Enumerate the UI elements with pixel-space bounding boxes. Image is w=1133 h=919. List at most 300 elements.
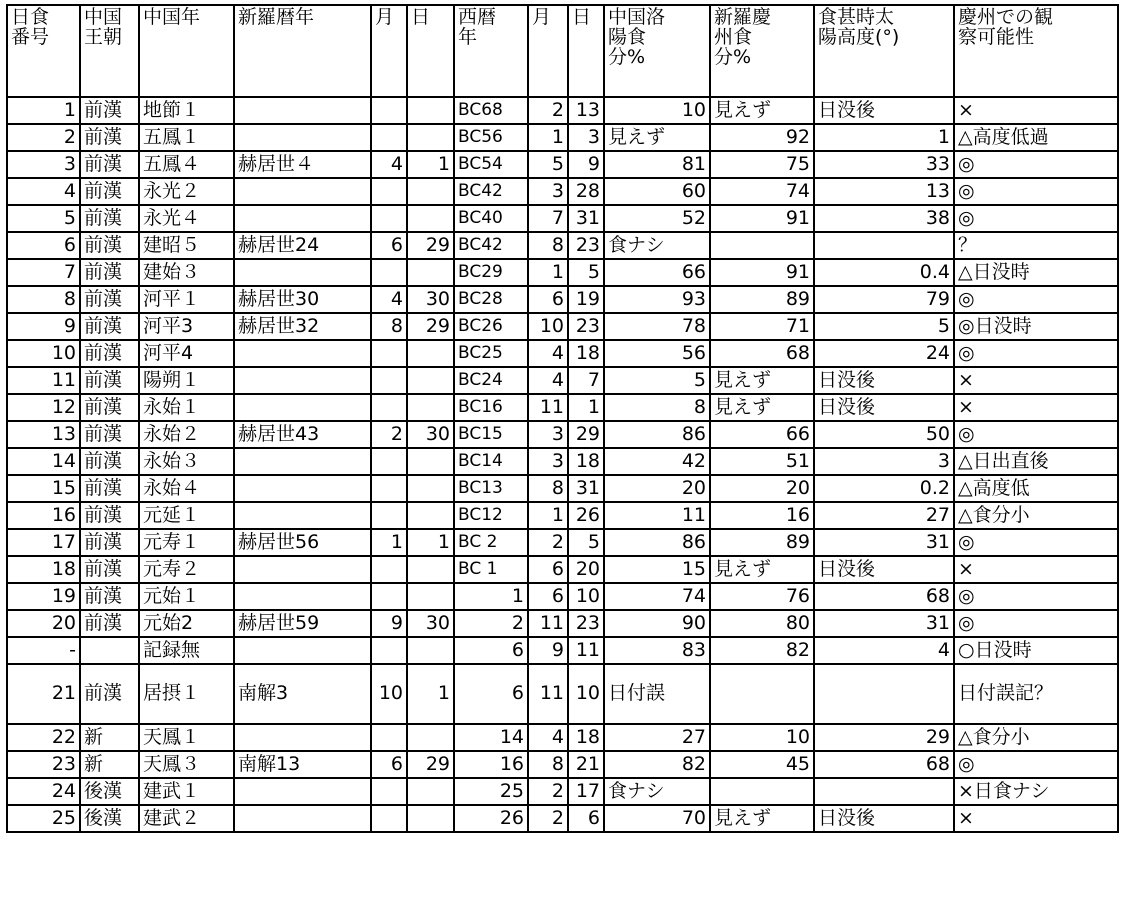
cell-observability: ◎ (954, 340, 1118, 367)
cell-luoyang-magnitude: 11 (604, 502, 710, 529)
table-row (7, 610, 1118, 637)
cell-month: 11 (528, 394, 568, 421)
cell-eclipse-no: 17 (7, 529, 80, 556)
cell-observability: ？ (954, 232, 1118, 259)
cell-sun-altitude (814, 232, 954, 259)
cell-day: 9 (568, 151, 604, 178)
table-row (7, 724, 1118, 751)
header-silla-month (371, 5, 407, 97)
cell-eclipse-no: 21 (7, 664, 80, 724)
cell-observability: ◎ (954, 610, 1118, 637)
cell-chinese-year: 河平4 (139, 340, 234, 367)
header-line: 新羅暦年 (238, 6, 315, 28)
cell-month: 3 (528, 448, 568, 475)
cell-silla-year: 南解13 (234, 751, 371, 778)
cell-silla-day (407, 367, 454, 394)
cell-silla-month (371, 805, 407, 832)
cell-luoyang-magnitude: 82 (604, 751, 710, 778)
cell-silla-year (234, 556, 371, 583)
cell-luoyang-magnitude: 食ナシ (604, 778, 710, 805)
cell-silla-day (407, 448, 454, 475)
cell-silla-day (407, 724, 454, 751)
cell-gyeongju-magnitude: 76 (710, 583, 814, 610)
cell-day: 21 (568, 751, 604, 778)
cell-month: 3 (528, 178, 568, 205)
cell-month: 5 (528, 151, 568, 178)
cell-dynasty: 前漢 (80, 448, 139, 475)
cell-silla-month (371, 367, 407, 394)
cell-dynasty: 前漢 (80, 124, 139, 151)
cell-eclipse-no: 18 (7, 556, 80, 583)
cell-sun-altitude: 日没後 (814, 556, 954, 583)
table-row (7, 664, 1118, 724)
cell-observability: ○日没時 (954, 637, 1118, 664)
cell-sun-altitude: 29 (814, 724, 954, 751)
cell-silla-month (371, 124, 407, 151)
cell-chinese-year: 建武２ (139, 805, 234, 832)
table-row (7, 475, 1118, 502)
cell-dynasty: 前漢 (80, 664, 139, 724)
cell-month: 2 (528, 529, 568, 556)
table-body (7, 97, 1118, 832)
cell-silla-month: 6 (371, 232, 407, 259)
cell-eclipse-no: 22 (7, 724, 80, 751)
cell-silla-month (371, 205, 407, 232)
cell-dynasty: 前漢 (80, 421, 139, 448)
cell-day: 31 (568, 205, 604, 232)
cell-silla-day (407, 583, 454, 610)
cell-gyeongju-magnitude: 20 (710, 475, 814, 502)
cell-silla-day (407, 394, 454, 421)
cell-luoyang-magnitude: 15 (604, 556, 710, 583)
cell-silla-year (234, 778, 371, 805)
cell-observability: ◎ (954, 205, 1118, 232)
cell-western-year: BC29 (454, 259, 528, 286)
cell-chinese-year: 元寿２ (139, 556, 234, 583)
cell-observability: △食分小 (954, 502, 1118, 529)
table-row (7, 448, 1118, 475)
cell-western-year: 6 (454, 637, 528, 664)
cell-sun-altitude: 68 (814, 583, 954, 610)
header-luoyang-magnitude (604, 5, 710, 97)
cell-silla-day (407, 178, 454, 205)
cell-dynasty: 前漢 (80, 610, 139, 637)
cell-chinese-year: 元寿１ (139, 529, 234, 556)
cell-dynasty: 前漢 (80, 286, 139, 313)
cell-day: 18 (568, 724, 604, 751)
cell-gyeongju-magnitude: 89 (710, 529, 814, 556)
cell-silla-day: 1 (407, 151, 454, 178)
cell-silla-year (234, 124, 371, 151)
cell-western-year: BC68 (454, 97, 528, 124)
cell-month: 2 (528, 97, 568, 124)
cell-western-year: BC28 (454, 286, 528, 313)
cell-day: 1 (568, 394, 604, 421)
cell-gyeongju-magnitude: 68 (710, 340, 814, 367)
cell-silla-year (234, 340, 371, 367)
cell-gyeongju-magnitude: 75 (710, 151, 814, 178)
header-line: 西暦 (458, 6, 497, 28)
cell-eclipse-no: 1 (7, 97, 80, 124)
cell-gyeongju-magnitude: 51 (710, 448, 814, 475)
table-row (7, 178, 1118, 205)
cell-silla-day: 30 (407, 421, 454, 448)
cell-western-year: BC54 (454, 151, 528, 178)
cell-western-year: 14 (454, 724, 528, 751)
cell-western-year: BC15 (454, 421, 528, 448)
cell-silla-year (234, 475, 371, 502)
cell-chinese-year: 五鳳４ (139, 151, 234, 178)
cell-month: 6 (528, 286, 568, 313)
header-line: 日食 (11, 6, 50, 28)
header-sun-altitude (814, 5, 954, 97)
cell-western-year: 2 (454, 610, 528, 637)
eclipse-table (6, 4, 1119, 833)
cell-month: 1 (528, 502, 568, 529)
cell-observability: ◎日没時 (954, 313, 1118, 340)
cell-chinese-year: 永始１ (139, 394, 234, 421)
cell-western-year: BC56 (454, 124, 528, 151)
cell-eclipse-no: 19 (7, 583, 80, 610)
cell-observability: △日出直後 (954, 448, 1118, 475)
cell-chinese-year: 建昭５ (139, 232, 234, 259)
cell-observability: ◎ (954, 151, 1118, 178)
table-row (7, 340, 1118, 367)
cell-luoyang-magnitude: 56 (604, 340, 710, 367)
cell-chinese-year: 居摂１ (139, 664, 234, 724)
cell-gyeongju-magnitude: 見えず (710, 367, 814, 394)
cell-western-year: 26 (454, 805, 528, 832)
cell-dynasty: 前漢 (80, 313, 139, 340)
cell-gyeongju-magnitude: 91 (710, 205, 814, 232)
cell-chinese-year: 元始１ (139, 583, 234, 610)
cell-gyeongju-magnitude: 92 (710, 124, 814, 151)
cell-month: 4 (528, 724, 568, 751)
cell-western-year: 1 (454, 583, 528, 610)
cell-western-year: BC42 (454, 178, 528, 205)
cell-luoyang-magnitude: 74 (604, 583, 710, 610)
header-line: 州食 (714, 25, 753, 48)
cell-silla-day: 30 (407, 610, 454, 637)
cell-day: 31 (568, 475, 604, 502)
cell-eclipse-no: 6 (7, 232, 80, 259)
cell-gyeongju-magnitude: 見えず (710, 805, 814, 832)
cell-silla-month (371, 448, 407, 475)
cell-silla-month (371, 340, 407, 367)
cell-sun-altitude: 79 (814, 286, 954, 313)
header-month (528, 5, 568, 97)
header-eclipse-no (7, 5, 80, 97)
cell-western-year: 16 (454, 751, 528, 778)
cell-observability: × (954, 556, 1118, 583)
cell-dynasty: 後漢 (80, 778, 139, 805)
cell-observability: ◎ (954, 286, 1118, 313)
cell-silla-month: 6 (371, 751, 407, 778)
cell-silla-day (407, 97, 454, 124)
cell-silla-year: 赫居世30 (234, 286, 371, 313)
cell-observability: △高度低 (954, 475, 1118, 502)
table-row (7, 751, 1118, 778)
cell-silla-year (234, 178, 371, 205)
header-chinese-year (139, 5, 234, 97)
cell-sun-altitude: 日没後 (814, 805, 954, 832)
cell-silla-day (407, 778, 454, 805)
cell-gyeongju-magnitude: 45 (710, 751, 814, 778)
cell-dynasty: 前漢 (80, 367, 139, 394)
cell-chinese-year: 元始2 (139, 610, 234, 637)
table-row (7, 124, 1118, 151)
cell-dynasty: 前漢 (80, 232, 139, 259)
cell-sun-altitude: 0.4 (814, 259, 954, 286)
cell-silla-day (407, 205, 454, 232)
cell-luoyang-magnitude: 86 (604, 529, 710, 556)
cell-sun-altitude: 24 (814, 340, 954, 367)
cell-sun-altitude: 31 (814, 610, 954, 637)
cell-eclipse-no: 9 (7, 313, 80, 340)
cell-observability: ◎ (954, 583, 1118, 610)
cell-chinese-year: 河平１ (139, 286, 234, 313)
cell-observability: ×日食ナシ (954, 778, 1118, 805)
cell-dynasty: 前漢 (80, 178, 139, 205)
cell-observability: △食分小 (954, 724, 1118, 751)
table-row (7, 529, 1118, 556)
cell-sun-altitude (814, 778, 954, 805)
cell-dynasty: 前漢 (80, 151, 139, 178)
cell-eclipse-no: 5 (7, 205, 80, 232)
cell-dynasty: 前漢 (80, 502, 139, 529)
cell-dynasty: 前漢 (80, 97, 139, 124)
cell-sun-altitude: 5 (814, 313, 954, 340)
cell-sun-altitude: 68 (814, 751, 954, 778)
cell-observability: 日付誤記？ (954, 664, 1118, 724)
cell-sun-altitude: 日没後 (814, 394, 954, 421)
cell-luoyang-magnitude: 78 (604, 313, 710, 340)
cell-silla-day (407, 805, 454, 832)
cell-chinese-year: 記録無 (139, 637, 234, 664)
cell-gyeongju-magnitude: 見えず (710, 556, 814, 583)
cell-chinese-year: 元延１ (139, 502, 234, 529)
header-line: 分% (608, 45, 646, 68)
cell-day: 7 (568, 367, 604, 394)
table-row (7, 259, 1118, 286)
cell-day: 18 (568, 448, 604, 475)
cell-silla-year (234, 637, 371, 664)
cell-gyeongju-magnitude: 89 (710, 286, 814, 313)
cell-sun-altitude: 4 (814, 637, 954, 664)
cell-western-year: BC26 (454, 313, 528, 340)
cell-eclipse-no: 14 (7, 448, 80, 475)
table-row (7, 286, 1118, 313)
cell-luoyang-magnitude: 52 (604, 205, 710, 232)
cell-gyeongju-magnitude: 66 (710, 421, 814, 448)
cell-luoyang-magnitude: 8 (604, 394, 710, 421)
cell-sun-altitude: 1 (814, 124, 954, 151)
cell-chinese-year: 五鳳１ (139, 124, 234, 151)
cell-observability: △日没時 (954, 259, 1118, 286)
cell-silla-day (407, 475, 454, 502)
cell-eclipse-no: 12 (7, 394, 80, 421)
cell-eclipse-no: 13 (7, 421, 80, 448)
cell-silla-year: 赫居世32 (234, 313, 371, 340)
header-line: 中国 (84, 6, 123, 28)
cell-dynasty: 前漢 (80, 259, 139, 286)
cell-month: 8 (528, 475, 568, 502)
cell-sun-altitude: 33 (814, 151, 954, 178)
cell-western-year: BC16 (454, 394, 528, 421)
cell-luoyang-magnitude: 10 (604, 97, 710, 124)
cell-month: 1 (528, 124, 568, 151)
cell-dynasty: 新 (80, 724, 139, 751)
cell-observability: ◎ (954, 751, 1118, 778)
cell-eclipse-no: 4 (7, 178, 80, 205)
cell-month: 4 (528, 367, 568, 394)
cell-sun-altitude: 日没後 (814, 97, 954, 124)
cell-chinese-year: 陽朔１ (139, 367, 234, 394)
cell-month: 7 (528, 205, 568, 232)
cell-luoyang-magnitude: 81 (604, 151, 710, 178)
cell-silla-day: 29 (407, 751, 454, 778)
cell-luoyang-magnitude: 83 (604, 637, 710, 664)
header-line: 慶州での観 (958, 6, 1054, 28)
table-row (7, 313, 1118, 340)
header-line: 陽食 (608, 25, 647, 48)
cell-chinese-year: 天鳳３ (139, 751, 234, 778)
cell-silla-month: 2 (371, 421, 407, 448)
cell-silla-day (407, 124, 454, 151)
header-line: 陽高度(°) (818, 25, 900, 48)
cell-western-year: 25 (454, 778, 528, 805)
cell-day: 17 (568, 778, 604, 805)
cell-observability: × (954, 367, 1118, 394)
cell-silla-month: 4 (371, 286, 407, 313)
cell-gyeongju-magnitude: 80 (710, 610, 814, 637)
cell-eclipse-no: 15 (7, 475, 80, 502)
cell-luoyang-magnitude: 見えず (604, 124, 710, 151)
cell-luoyang-magnitude: 93 (604, 286, 710, 313)
cell-day: 5 (568, 529, 604, 556)
cell-gyeongju-magnitude: 74 (710, 178, 814, 205)
header-line: 王朝 (84, 25, 123, 48)
cell-sun-altitude: 13 (814, 178, 954, 205)
cell-silla-year (234, 448, 371, 475)
cell-month: 6 (528, 556, 568, 583)
cell-chinese-year: 永光２ (139, 178, 234, 205)
cell-silla-day: 1 (407, 529, 454, 556)
cell-western-year: BC25 (454, 340, 528, 367)
cell-silla-year (234, 97, 371, 124)
cell-western-year: BC 2 (454, 529, 528, 556)
cell-western-year: BC24 (454, 367, 528, 394)
cell-month: 10 (528, 313, 568, 340)
table-row (7, 502, 1118, 529)
cell-chinese-year: 天鳳１ (139, 724, 234, 751)
cell-silla-year (234, 724, 371, 751)
cell-silla-month (371, 778, 407, 805)
cell-day: 10 (568, 583, 604, 610)
cell-silla-month (371, 475, 407, 502)
cell-silla-year (234, 502, 371, 529)
cell-chinese-year: 永光４ (139, 205, 234, 232)
header-silla-year (234, 5, 371, 97)
header-silla-day (407, 5, 454, 97)
cell-silla-year (234, 583, 371, 610)
table-row (7, 367, 1118, 394)
cell-month: 9 (528, 637, 568, 664)
header-dynasty (80, 5, 139, 97)
table-row (7, 205, 1118, 232)
cell-sun-altitude: 日没後 (814, 367, 954, 394)
cell-gyeongju-magnitude (710, 778, 814, 805)
cell-silla-month (371, 259, 407, 286)
cell-day: 28 (568, 178, 604, 205)
header-line: 月 (375, 6, 395, 28)
header-line: 新羅慶 (714, 6, 772, 28)
cell-month: 11 (528, 610, 568, 637)
header-line: 分% (714, 45, 752, 68)
cell-silla-day (407, 637, 454, 664)
cell-eclipse-no: 8 (7, 286, 80, 313)
cell-day: 23 (568, 313, 604, 340)
header-line: 中国年 (143, 6, 201, 28)
cell-dynasty: 前漢 (80, 394, 139, 421)
cell-day: 6 (568, 805, 604, 832)
table-row (7, 151, 1118, 178)
table-row (7, 394, 1118, 421)
cell-observability: × (954, 97, 1118, 124)
cell-silla-year (234, 394, 371, 421)
cell-silla-month: 8 (371, 313, 407, 340)
cell-silla-month: 10 (371, 664, 407, 724)
cell-silla-year (234, 259, 371, 286)
cell-silla-month: 9 (371, 610, 407, 637)
cell-dynasty (80, 637, 139, 664)
cell-day: 13 (568, 97, 604, 124)
header-line: 日 (411, 6, 431, 28)
cell-observability: × (954, 394, 1118, 421)
cell-silla-month: 1 (371, 529, 407, 556)
cell-day: 3 (568, 124, 604, 151)
header-line: 中国洛 (608, 6, 666, 28)
cell-dynasty: 前漢 (80, 556, 139, 583)
cell-sun-altitude: 27 (814, 502, 954, 529)
cell-eclipse-no: - (7, 637, 80, 664)
cell-western-year: BC14 (454, 448, 528, 475)
cell-luoyang-magnitude: 90 (604, 610, 710, 637)
cell-day: 5 (568, 259, 604, 286)
cell-sun-altitude: 31 (814, 529, 954, 556)
cell-silla-month (371, 502, 407, 529)
header-line: 食甚時太 (818, 6, 895, 28)
cell-dynasty: 前漢 (80, 340, 139, 367)
cell-silla-month (371, 178, 407, 205)
cell-gyeongju-magnitude: 71 (710, 313, 814, 340)
cell-eclipse-no: 16 (7, 502, 80, 529)
cell-month: 8 (528, 751, 568, 778)
cell-dynasty: 後漢 (80, 805, 139, 832)
cell-gyeongju-magnitude: 91 (710, 259, 814, 286)
cell-day: 23 (568, 610, 604, 637)
cell-silla-year: 赫居世４ (234, 151, 371, 178)
header-observability (954, 5, 1118, 97)
header-gyeongju-magnitude (710, 5, 814, 97)
cell-luoyang-magnitude: 日付誤 (604, 664, 710, 724)
cell-western-year: BC13 (454, 475, 528, 502)
table-row (7, 556, 1118, 583)
cell-day: 20 (568, 556, 604, 583)
cell-day: 29 (568, 421, 604, 448)
cell-eclipse-no: 10 (7, 340, 80, 367)
table-row (7, 637, 1118, 664)
